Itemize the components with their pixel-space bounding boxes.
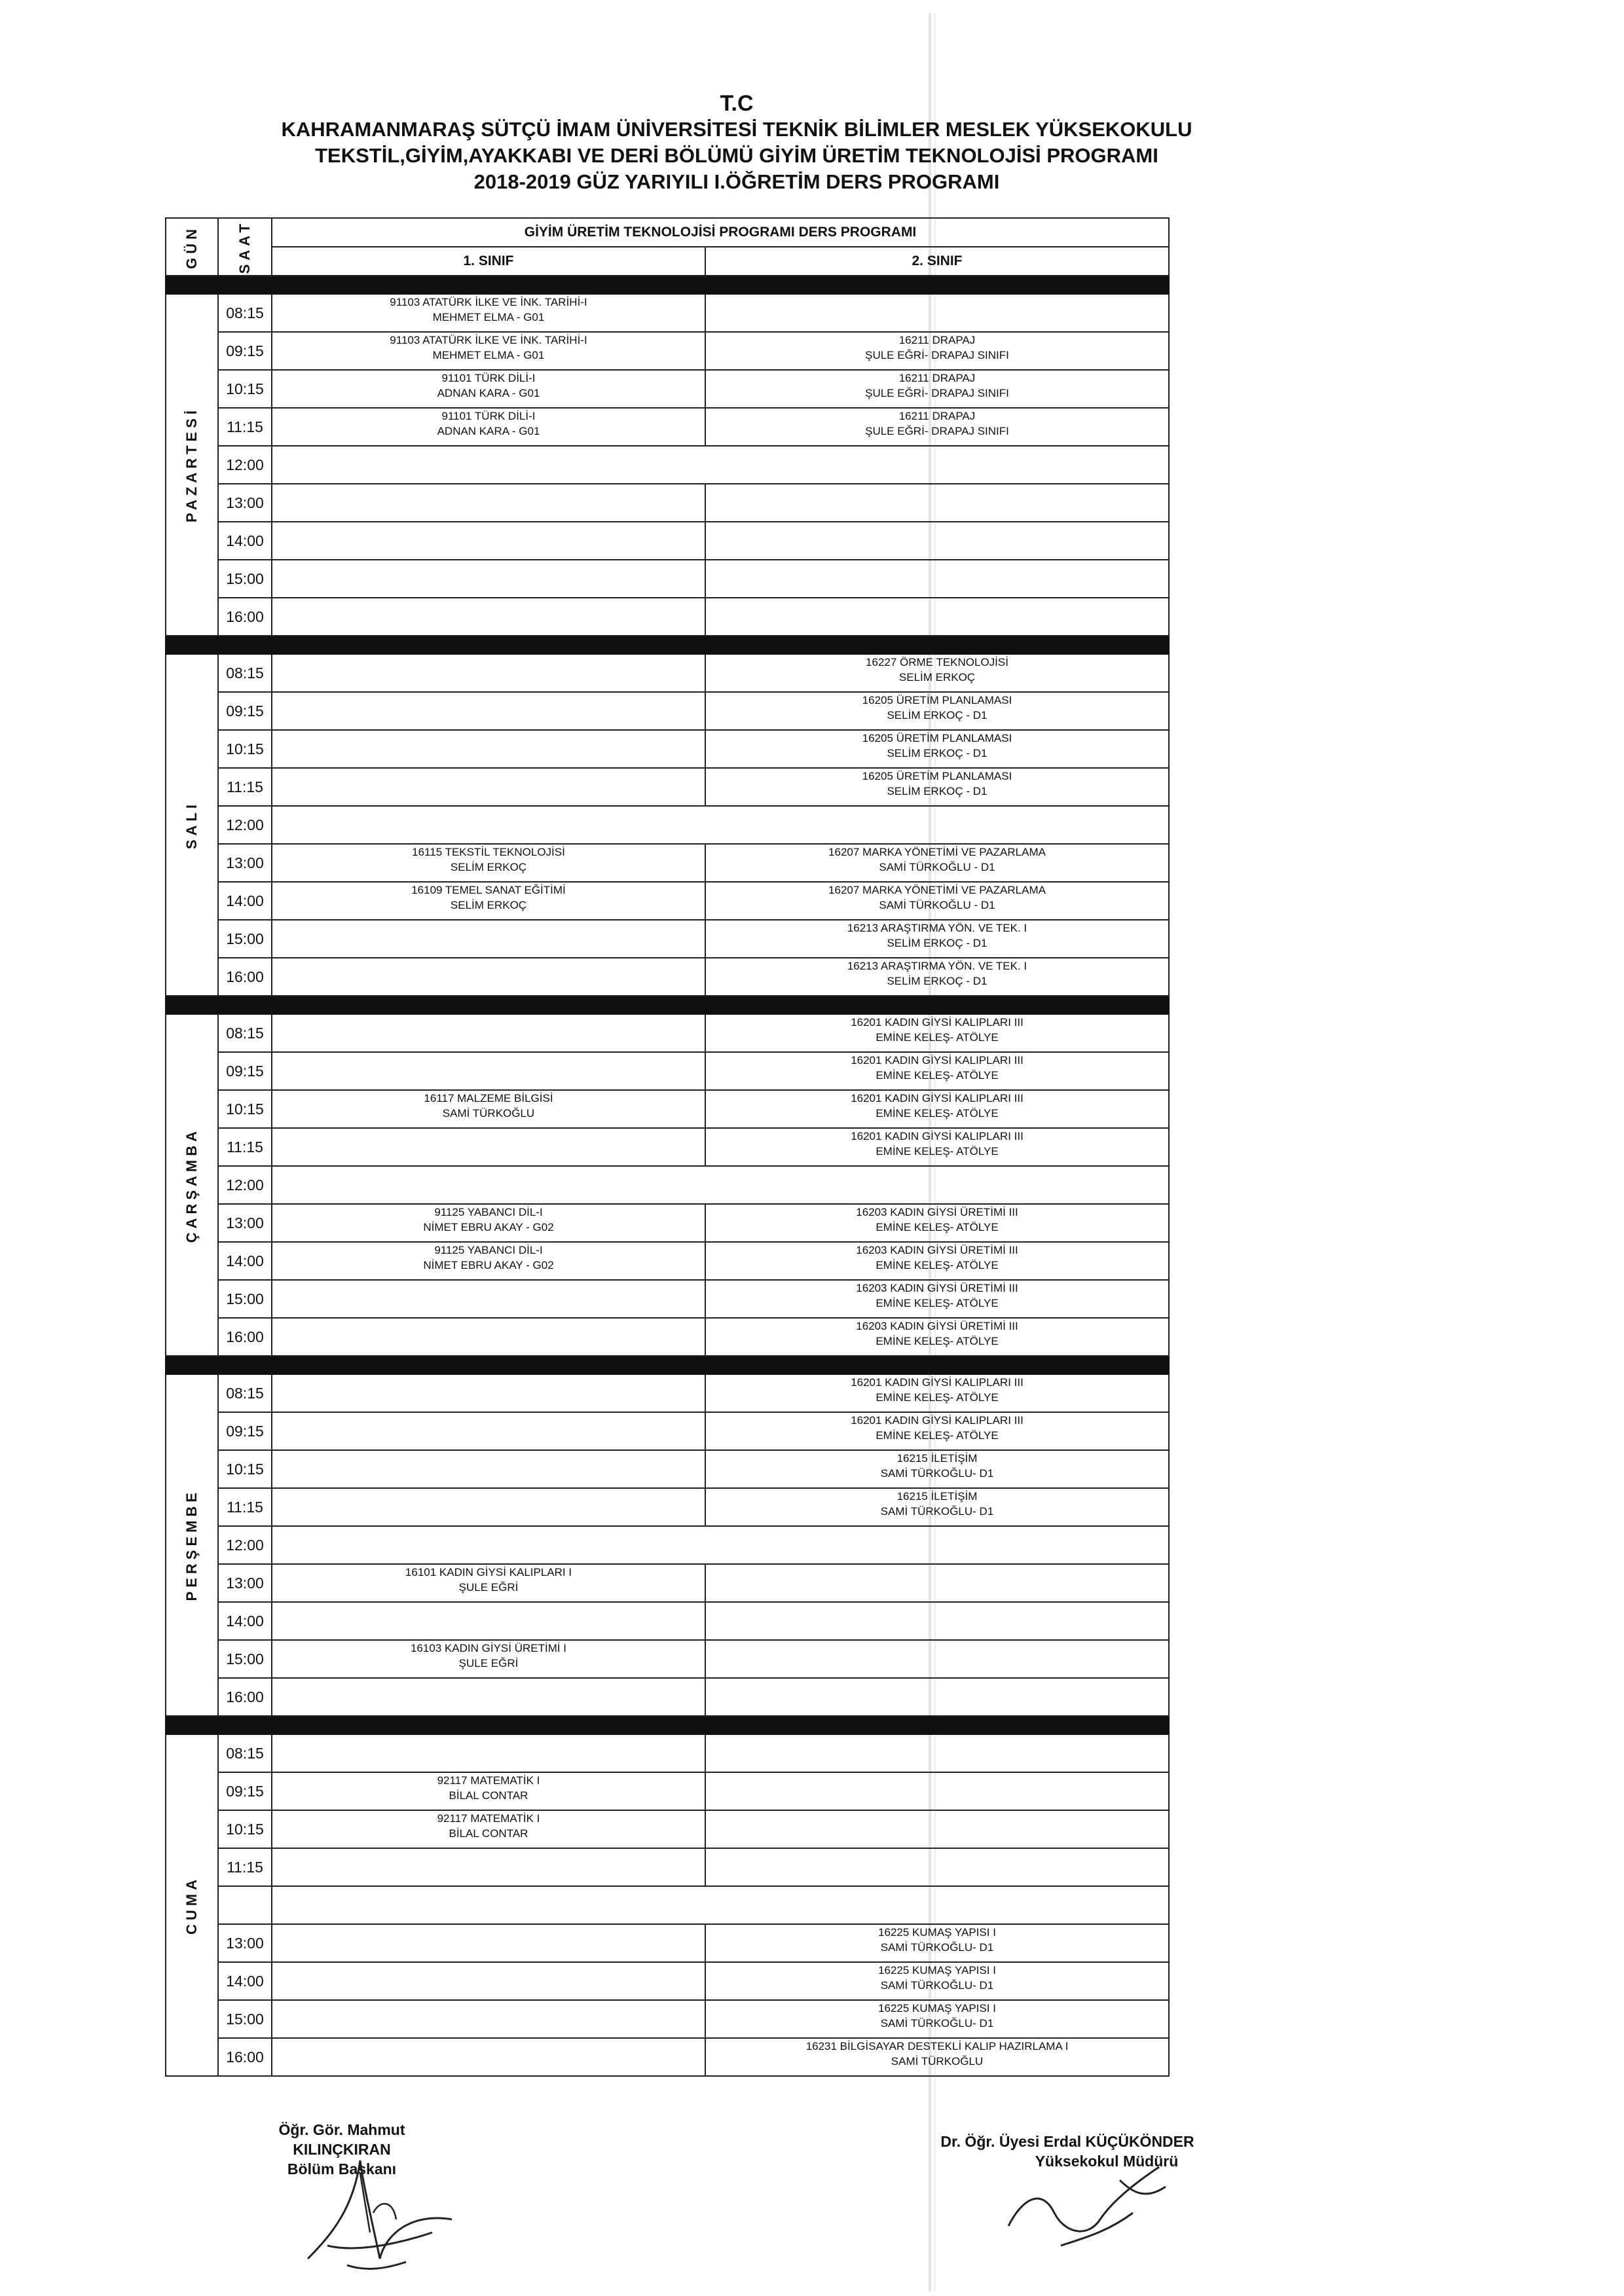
time-cell: 16:00 [218, 958, 272, 996]
schedule-row [166, 408, 1169, 446]
instructor-room: EMİNE KELEŞ- ATÖLYE [876, 1145, 999, 1157]
class-1-lesson-cell [272, 730, 705, 768]
program-title-header: GİYİM ÜRETİM TEKNOLOJİSİ PROGRAMI DERS PROGRAMI [272, 218, 1169, 247]
course-name: 16215 İLETİŞİM [896, 1490, 978, 1503]
class-1-lesson-cell [272, 1374, 705, 1412]
class-2-lesson-cell [705, 370, 1169, 408]
schedule-row [166, 484, 1169, 522]
instructor-room: EMİNE KELEŞ- ATÖLYE [876, 1429, 999, 1442]
schedule-row [166, 522, 1169, 560]
class-1-lesson-cell [272, 1678, 705, 1716]
class-2-lesson-cell [705, 2038, 1169, 2076]
class-2-lesson-cell [705, 484, 1169, 522]
schedule-row [166, 1678, 1169, 1716]
schedule-row [166, 1242, 1169, 1280]
schedule-row [166, 730, 1169, 768]
class-2-lesson-cell [705, 1374, 1169, 1412]
schedule-row [166, 2038, 1169, 2076]
course-name: 16203 KADIN GİYSİ ÜRETİMİ III [856, 1282, 1018, 1294]
day-separator [166, 1356, 1169, 1374]
day-separator [166, 996, 1169, 1014]
class-2-lesson-cell [705, 882, 1169, 920]
schedule-row [166, 768, 1169, 806]
schedule-row [166, 1602, 1169, 1640]
class-2-lesson-cell [705, 1772, 1169, 1810]
schedule-row [166, 1128, 1169, 1166]
time-cell: 08:15 [218, 1734, 272, 1772]
class-1-lesson-cell [272, 1318, 705, 1356]
instructor-room: SELİM ERKOÇ [898, 671, 976, 683]
schedule-row [166, 958, 1169, 996]
time-cell: 14:00 [218, 882, 272, 920]
day-column-header: GÜN [166, 218, 218, 276]
course-name: 91101 TÜRK DİLİ-I [441, 372, 536, 384]
schedule-row [166, 1962, 1169, 2000]
instructor-room: SAMİ TÜRKOĞLU- D1 [880, 1979, 994, 1992]
class-2-lesson-cell [705, 598, 1169, 636]
time-cell: 09:15 [218, 1052, 272, 1090]
time-cell: 15:00 [218, 1280, 272, 1318]
instructor-room: SELİM ERKOÇ - D1 [887, 975, 987, 987]
class-2-lesson-cell [705, 1128, 1169, 1166]
course-name: 16201 KADIN GİYSİ KALIPLARI III [851, 1376, 1024, 1389]
instructor-room: EMİNE KELEŞ- ATÖLYE [876, 1107, 999, 1120]
header-line-3: TEKSTİL,GİYİM,AYAKKABI VE DERİ BÖLÜMÜ GİYİM ÜRETİM TEKNOLOJİSİ PROGRAMI [315, 144, 1158, 167]
day-separator-bar [166, 1356, 1169, 1374]
instructor-room: EMİNE KELEŞ- ATÖLYE [876, 1391, 999, 1404]
lunch-break-cell [272, 1526, 1169, 1564]
schedule-row [166, 1090, 1169, 1128]
class-1-lesson-cell [272, 1280, 705, 1318]
day-separator [166, 276, 1169, 294]
class-1-lesson-cell [272, 882, 705, 920]
class-2-lesson-cell [705, 1090, 1169, 1128]
class-1-lesson-cell [272, 1564, 705, 1602]
class-1-lesson-cell [272, 2000, 705, 2038]
course-name: 16117 MALZEME BİLGİSİ [424, 1092, 553, 1104]
class-2-lesson-cell [705, 1204, 1169, 1242]
time-cell: 08:15 [218, 1374, 272, 1412]
schedule-row [166, 692, 1169, 730]
instructor-room: BİLAL CONTAR [449, 1827, 528, 1840]
instructor-room: ŞULE EĞRİ- DRAPAJ SINIFI [865, 349, 1009, 361]
time-cell: 09:15 [218, 332, 272, 370]
time-cell: 15:00 [218, 1640, 272, 1678]
class-1-lesson-cell [272, 920, 705, 958]
instructor-room: ŞULE EĞRİ [458, 1581, 519, 1594]
instructor-room: NİMET EBRU AKAY - G02 [423, 1221, 554, 1233]
schedule-row [166, 560, 1169, 598]
schedule-row [166, 1772, 1169, 1810]
day-name: PERŞEMBE [183, 1489, 200, 1601]
schedule-row [166, 1412, 1169, 1450]
time-cell: 15:00 [218, 920, 272, 958]
class-1-lesson-cell [272, 1052, 705, 1090]
class-1-lesson-cell [272, 1450, 705, 1488]
time-cell: 13:00 [218, 1564, 272, 1602]
course-name: 92117 MATEMATİK I [437, 1812, 540, 1825]
document-header [0, 90, 1473, 195]
schedule-row [166, 294, 1169, 332]
instructor-room: SAMİ TÜRKOĞLU- D1 [880, 1941, 994, 1954]
left-signatory-name: Öğr. Gör. Mahmut KILINÇKIRAN [278, 2121, 405, 2158]
class-1-lesson-cell [272, 294, 705, 332]
instructor-room: SAMİ TÜRKOĞLU- D1 [880, 1467, 994, 1480]
instructor-room: ADNAN KARA - G01 [437, 425, 540, 437]
course-name: 16225 KUMAŞ YAPISI I [878, 1926, 996, 1939]
right-signatory-title: Yüksekokul Müdürü [1035, 2153, 1179, 2170]
course-name: 16201 KADIN GİYSİ KALIPLARI III [851, 1092, 1024, 1104]
time-cell: 12:00 [218, 1166, 272, 1204]
time-cell: 08:15 [218, 1014, 272, 1052]
class-2-lesson-cell [705, 1014, 1169, 1052]
class-1-lesson-cell [272, 1734, 705, 1772]
schedule-row [166, 1014, 1169, 1052]
class-2-lesson-cell [705, 844, 1169, 882]
instructor-room: EMİNE KELEŞ- ATÖLYE [876, 1031, 999, 1044]
day-separator-bar [166, 996, 1169, 1014]
course-name: 16213 ARAŞTIRMA YÖN. VE TEK. I [847, 960, 1027, 972]
day-name-cell [166, 294, 218, 636]
class-1-lesson-cell [272, 1412, 705, 1450]
class-2-lesson-cell [705, 730, 1169, 768]
schedule-row [166, 1848, 1169, 1886]
instructor-room: EMİNE KELEŞ- ATÖLYE [876, 1069, 999, 1082]
class-2-lesson-cell [705, 2000, 1169, 2038]
class-1-lesson-cell [272, 2038, 705, 2076]
schedule-row [166, 598, 1169, 636]
course-name: 16101 KADIN GİYSİ KALIPLARI I [405, 1566, 572, 1578]
class-1-lesson-cell [272, 408, 705, 446]
day-name-cell [166, 1374, 218, 1716]
class-2-lesson-cell [705, 1052, 1169, 1090]
class-2-lesson-cell [705, 522, 1169, 560]
lunch-break-cell [272, 806, 1169, 844]
course-name: 16231 BİLGİSAYAR DESTEKLİ KALIP HAZIRLAMA I [805, 2040, 1069, 2052]
class-2-lesson-cell [705, 1640, 1169, 1678]
schedule-row [166, 1166, 1169, 1204]
time-cell: 09:15 [218, 1412, 272, 1450]
instructor-room: SELİM ERKOÇ - D1 [887, 937, 987, 949]
header-line-2: KAHRAMANMARAŞ SÜTÇÜ İMAM ÜNİVERSİTESİ TEKNİK BİLİMLER MESLEK YÜKSEKOKULU [281, 118, 1192, 141]
time-cell: 16:00 [218, 1678, 272, 1716]
class-2-lesson-cell [705, 1924, 1169, 1962]
time-cell: 14:00 [218, 1962, 272, 2000]
course-name: 91125 YABANCI DİL-I [434, 1206, 543, 1218]
schedule-row [166, 1886, 1169, 1924]
instructor-room: MEHMET ELMA - G01 [432, 311, 545, 323]
time-cell: 11:15 [218, 1128, 272, 1166]
class-2-lesson-cell [705, 654, 1169, 692]
right-signatory-name: Dr. Öğr. Üyesi Erdal KÜÇÜKÖNDER [940, 2133, 1194, 2150]
schedule-row [166, 1450, 1169, 1488]
course-name: 92117 MATEMATİK I [437, 1774, 540, 1787]
instructor-room: NİMET EBRU AKAY - G02 [423, 1259, 554, 1271]
class-1-lesson-cell [272, 1848, 705, 1886]
signature-left [282, 2134, 478, 2285]
signature-right [982, 2141, 1192, 2272]
schedule-row [166, 882, 1169, 920]
course-name: 16227 ÖRME TEKNOLOJİSİ [866, 656, 1008, 668]
header-line-1: T.C [720, 91, 754, 116]
time-column-header: SAAT [218, 218, 272, 276]
schedule-row [166, 1526, 1169, 1564]
class-2-lesson-cell [705, 408, 1169, 446]
time-cell: 09:15 [218, 1772, 272, 1810]
schedule-row [166, 1318, 1169, 1356]
schedule-table [165, 217, 1170, 2077]
class-2-lesson-cell [705, 1734, 1169, 1772]
class-2-lesson-cell [705, 1450, 1169, 1488]
schedule-row [166, 1810, 1169, 1848]
class-2-header: 2. SINIF [705, 247, 1169, 276]
instructor-room: SAMİ TÜRKOĞLU [442, 1107, 535, 1120]
course-name: 91125 YABANCI DİL-I [434, 1244, 543, 1256]
class-1-lesson-cell [272, 1488, 705, 1526]
time-cell: 10:15 [218, 1090, 272, 1128]
time-cell: 11:15 [218, 1848, 272, 1886]
class-1-lesson-cell [272, 654, 705, 692]
instructor-room: SAMİ TÜRKOĞLU - D1 [879, 861, 995, 873]
course-name: 16225 KUMAŞ YAPISI I [878, 1964, 996, 1977]
day-name: CUMA [183, 1876, 200, 1935]
class-2-lesson-cell [705, 1678, 1169, 1716]
schedule-row [166, 1564, 1169, 1602]
class-2-lesson-cell [705, 958, 1169, 996]
schedule-row [166, 654, 1169, 692]
day-name: ÇARŞAMBA [183, 1127, 200, 1243]
instructor-room: SELİM ERKOÇ - D1 [887, 785, 987, 797]
class-2-lesson-cell [705, 332, 1169, 370]
course-name: 16207 MARKA YÖNETİMİ VE PAZARLAMA [828, 846, 1046, 858]
class-1-header: 1. SINIF [272, 247, 705, 276]
instructor-room: ŞULE EĞRİ [458, 1657, 519, 1669]
class-2-lesson-cell [705, 294, 1169, 332]
schedule-body [166, 276, 1169, 2076]
time-cell: 14:00 [218, 522, 272, 560]
class-2-lesson-cell [705, 1488, 1169, 1526]
time-cell: 10:15 [218, 730, 272, 768]
schedule-row [166, 1052, 1169, 1090]
class-2-lesson-cell [705, 1564, 1169, 1602]
instructor-room: EMİNE KELEŞ- ATÖLYE [876, 1335, 999, 1347]
time-cell: 10:15 [218, 1450, 272, 1488]
schedule-row [166, 370, 1169, 408]
class-2-lesson-cell [705, 1962, 1169, 2000]
time-cell: 14:00 [218, 1242, 272, 1280]
course-name: 16103 KADIN GİYSİ ÜRETİMİ I [410, 1642, 567, 1654]
class-1-lesson-cell [272, 560, 705, 598]
time-cell: 16:00 [218, 598, 272, 636]
instructor-room: ŞULE EĞRİ- DRAPAJ SINIFI [865, 425, 1009, 437]
instructor-room: SAMİ TÜRKOĞLU [891, 2055, 984, 2068]
class-1-lesson-cell [272, 522, 705, 560]
lunch-break-cell [272, 446, 1169, 484]
time-cell: 11:15 [218, 408, 272, 446]
class-2-lesson-cell [705, 1318, 1169, 1356]
time-cell: 13:00 [218, 1924, 272, 1962]
time-cell: 13:00 [218, 844, 272, 882]
day-name-cell [166, 1014, 218, 1356]
class-1-lesson-cell [272, 1962, 705, 2000]
class-2-lesson-cell [705, 768, 1169, 806]
class-1-lesson-cell [272, 370, 705, 408]
course-name: 16115 TEKSTİL TEKNOLOJİSİ [412, 846, 565, 858]
course-name: 16215 İLETİŞİM [896, 1452, 978, 1465]
time-cell: 14:00 [218, 1602, 272, 1640]
header-line-4: 2018-2019 GÜZ YARIYILI I.ÖĞRETİM DERS PROGRAMI [473, 170, 1000, 193]
time-cell: 10:15 [218, 370, 272, 408]
time-cell: 13:00 [218, 484, 272, 522]
instructor-room: SELİM ERKOÇ - D1 [887, 747, 987, 759]
instructor-room: BİLAL CONTAR [449, 1789, 528, 1802]
class-1-lesson-cell [272, 1602, 705, 1640]
time-cell: 15:00 [218, 2000, 272, 2038]
course-name: 91103 ATATÜRK İLKE VE İNK. TARİHİ-I [390, 296, 587, 308]
lunch-break-cell [272, 1166, 1169, 1204]
course-name: 16207 MARKA YÖNETİMİ VE PAZARLAMA [828, 884, 1046, 896]
class-1-lesson-cell [272, 1090, 705, 1128]
class-1-lesson-cell [272, 332, 705, 370]
schedule-row [166, 1204, 1169, 1242]
day-separator [166, 636, 1169, 654]
time-cell: 12:00 [218, 806, 272, 844]
day-name: PAZARTESİ [183, 407, 200, 523]
left-signatory-title: Bölüm Başkanı [287, 2160, 397, 2178]
schedule-row [166, 332, 1169, 370]
instructor-room: SELİM ERKOÇ [450, 861, 527, 873]
class-1-lesson-cell [272, 484, 705, 522]
class-1-lesson-cell [272, 1128, 705, 1166]
instructor-room: SELİM ERKOÇ [450, 899, 527, 911]
class-2-lesson-cell [705, 1280, 1169, 1318]
class-1-lesson-cell [272, 1924, 705, 1962]
class-1-lesson-cell [272, 1772, 705, 1810]
class-1-lesson-cell [272, 768, 705, 806]
instructor-room: EMİNE KELEŞ- ATÖLYE [876, 1221, 999, 1233]
schedule-row [166, 1640, 1169, 1678]
instructor-room: SAMİ TÜRKOĞLU- D1 [880, 2017, 994, 2030]
time-cell: 10:15 [218, 1810, 272, 1848]
course-name: 16205 ÜRETİM PLANLAMASI [862, 732, 1012, 744]
instructor-room: EMİNE KELEŞ- ATÖLYE [876, 1297, 999, 1309]
time-cell: 09:15 [218, 692, 272, 730]
day-separator [166, 1716, 1169, 1734]
course-name: 16203 KADIN GİYSİ ÜRETİMİ III [856, 1206, 1018, 1218]
class-1-lesson-cell [272, 1014, 705, 1052]
course-name: 16211 DRAPAJ [898, 334, 976, 346]
class-1-lesson-cell [272, 1242, 705, 1280]
course-name: 16211 DRAPAJ [898, 410, 976, 422]
time-cell: 08:15 [218, 654, 272, 692]
schedule-row [166, 1734, 1169, 1772]
course-name: 91101 TÜRK DİLİ-I [441, 410, 536, 422]
class-2-lesson-cell [705, 1848, 1169, 1886]
time-cell: 13:00 [218, 1204, 272, 1242]
instructor-room: SAMİ TÜRKOĞLU - D1 [879, 899, 995, 911]
class-2-lesson-cell [705, 1602, 1169, 1640]
course-name: 16201 KADIN GİYSİ KALIPLARI III [851, 1414, 1024, 1427]
instructor-room: MEHMET ELMA - G01 [432, 349, 545, 361]
course-name: 16203 KADIN GİYSİ ÜRETİMİ III [856, 1320, 1018, 1332]
schedule-row [166, 806, 1169, 844]
day-name-cell [166, 654, 218, 996]
class-1-lesson-cell [272, 1204, 705, 1242]
time-cell [218, 1886, 272, 1924]
time-cell: 16:00 [218, 1318, 272, 1356]
day-separator-bar [166, 636, 1169, 654]
class-1-lesson-cell [272, 1640, 705, 1678]
time-cell: 15:00 [218, 560, 272, 598]
course-name: 16205 ÜRETİM PLANLAMASI [862, 694, 1012, 706]
class-2-lesson-cell [705, 1412, 1169, 1450]
time-cell: 16:00 [218, 2038, 272, 2076]
lunch-break-cell [272, 1886, 1169, 1924]
time-cell: 11:15 [218, 1488, 272, 1526]
course-name: 16205 ÜRETİM PLANLAMASI [862, 770, 1012, 782]
course-name: 16211 DRAPAJ [898, 372, 976, 384]
day-name: SALI [183, 800, 200, 850]
schedule-row [166, 1924, 1169, 1962]
class-1-lesson-cell [272, 1810, 705, 1848]
class-1-lesson-cell [272, 692, 705, 730]
schedule-row [166, 844, 1169, 882]
day-name-cell [166, 1734, 218, 2076]
instructor-room: ADNAN KARA - G01 [437, 387, 540, 399]
course-name: 16213 ARAŞTIRMA YÖN. VE TEK. I [847, 922, 1027, 934]
schedule-row [166, 920, 1169, 958]
course-name: 16201 KADIN GİYSİ KALIPLARI III [851, 1054, 1024, 1066]
instructor-room: ŞULE EĞRİ- DRAPAJ SINIFI [865, 387, 1009, 399]
schedule-row [166, 2000, 1169, 2038]
instructor-room: SELİM ERKOÇ - D1 [887, 709, 987, 721]
schedule-row [166, 1280, 1169, 1318]
time-cell: 12:00 [218, 446, 272, 484]
class-2-lesson-cell [705, 920, 1169, 958]
day-separator-bar [166, 1716, 1169, 1734]
course-name: 16201 KADIN GİYSİ KALIPLARI III [851, 1130, 1024, 1142]
schedule-row [166, 1374, 1169, 1412]
class-2-lesson-cell [705, 692, 1169, 730]
course-name: 16203 KADIN GİYSİ ÜRETİMİ III [856, 1244, 1018, 1256]
course-name: 16109 TEMEL SANAT EĞİTİMİ [411, 884, 566, 896]
instructor-room: SAMİ TÜRKOĞLU- D1 [880, 1505, 994, 1518]
schedule-row [166, 446, 1169, 484]
time-cell: 12:00 [218, 1526, 272, 1564]
class-2-lesson-cell [705, 560, 1169, 598]
course-name: 91103 ATATÜRK İLKE VE İNK. TARİHİ-I [390, 334, 587, 346]
class-1-lesson-cell [272, 598, 705, 636]
class-1-lesson-cell [272, 844, 705, 882]
schedule-row [166, 1488, 1169, 1526]
class-2-lesson-cell [705, 1810, 1169, 1848]
class-1-lesson-cell [272, 958, 705, 996]
day-separator-bar [166, 276, 1169, 294]
course-name: 16201 KADIN GİYSİ KALIPLARI III [851, 1016, 1024, 1029]
course-name: 16225 KUMAŞ YAPISI I [878, 2002, 996, 2014]
time-cell: 11:15 [218, 768, 272, 806]
instructor-room: EMİNE KELEŞ- ATÖLYE [876, 1259, 999, 1271]
time-cell: 08:15 [218, 294, 272, 332]
class-2-lesson-cell [705, 1242, 1169, 1280]
